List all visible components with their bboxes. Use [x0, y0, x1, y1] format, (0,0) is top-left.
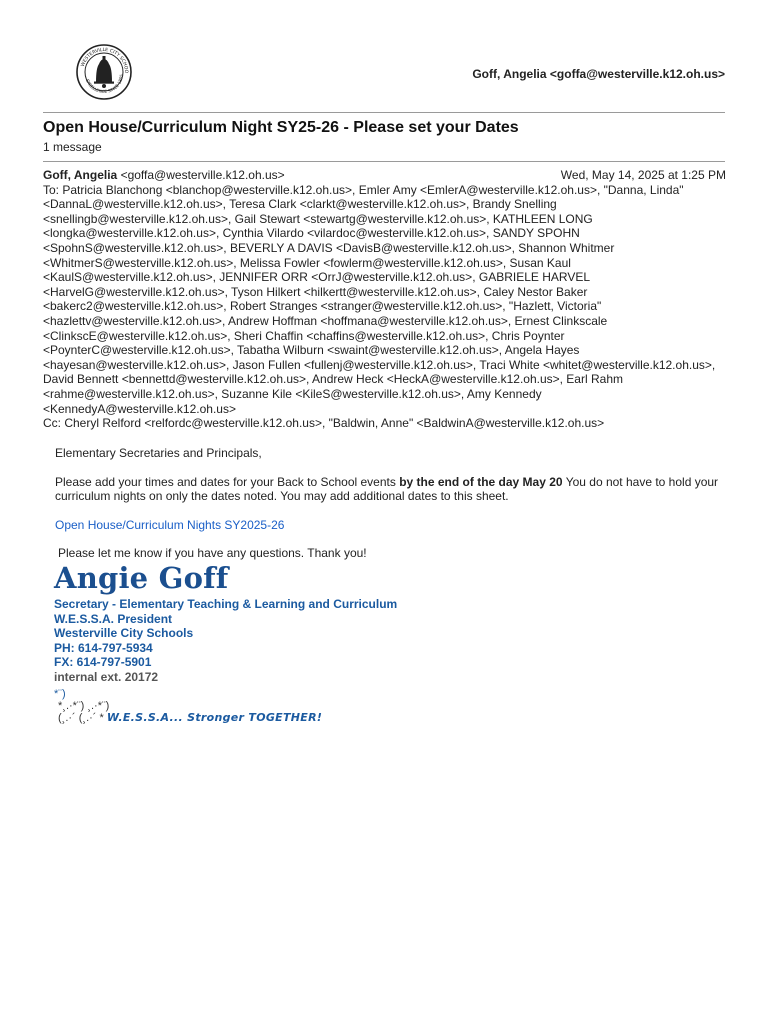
signature-slogan: W.E.S.S.A... Stronger TOGETHER! [106, 710, 323, 724]
sender [43, 168, 285, 183]
signature-role: W.E.S.S.A. President [54, 611, 173, 626]
to-recipients: To: Patricia Blanchong <blanchop@westerville.k12.oh.us>, Emler Amy <EmlerA@westerville.k12.oh.us>, "Danna, Linda" <DannaL@westerville.k12.oh.us>, Teresa Clark <clarkt@westerville.k12.oh.us>, Brandy Snelling <snellingb@westerville.k12.oh.us>, Gail Stewart <stewartg@westerville.k12.oh.us>, KATHLEEN LONG <longka@westerville.k12.oh.us>, Cynthia Vilardo <vilardoc@westerville.k12.oh.us>, SANDY SPOHN <SpohnS@westerville.k12.oh.us>, BEVERLY A DAVIS <DavisB@westerville.k12.oh.us>, Shannon Whitmer <WhitmerS@westerville.k12.oh.us>, Melissa Fowler <fowlerm@westerville.k12.oh.us>, Susan Kaul <KaulS@westerville.k12.oh.us>, JENNIFER ORR <OrrJ@westerville.k12.oh.us>, GABRIELE HARVEL <HarvelG@westerville.k12.oh.us>, Tyson Hilkert <hilkertt@westerville.k12.oh.us>, Caley Nestor Baker <bakerc2@westerville.k12.oh.us>, Robert Stranges <stranger@westerville.k12.oh.us>, "Hazlett, Victoria" <hazlettv@westerville.k12.oh.us>, Andrew Hoffman <hoffmana@westerville.k12.oh.us>, Ernest Clinkscale <ClinkscE@westerville.k12.oh.us>, Sheri Chaffin <chaffins@westerville.k12.oh.us>, Chris Poynter <PoynterC@westerville.k12.oh.us>, Tabatha Wilburn <swaint@westerville.k12.oh.us>, Angela Hayes <hayesan@westerville.k12.oh.us>, Jason Fullen <fullenj@westerville.k12.oh.us>, Traci White <whitet@westerville.k12.oh.us>, David Bennett <bennettd@westerville.k12.oh.us>, Andrew Heck <HeckA@westerville.k12.oh.us>, Earl Rahm <rahme@westerville.k12.oh.us>, Suzanne Kile <KileS@westerville.k12.oh.us>, Amy Kennedy <KennedyA@westerville.k12.oh.us> [43, 182, 716, 416]
message-body [55, 446, 725, 561]
school-bell-seal-icon [76, 44, 132, 100]
signature-fax: FX: 614-797-5901 [54, 655, 152, 670]
sender-name: Goff, Angelia [43, 168, 118, 182]
deadline-text: by the end of the day May 20 [399, 474, 563, 489]
signature-name: Angie Goff [54, 561, 229, 595]
divider [43, 112, 725, 113]
svg-text:WESTERVILLE CITY SCHOOLS: WESTERVILLE CITY SCHOO [80, 47, 129, 74]
ornament-line-1: *¨) [54, 687, 66, 700]
signature-org: Westerville City Schools [54, 626, 194, 641]
closing-text: Please let me know if you have any questions. Thank you! [58, 546, 367, 561]
cc-recipients: Cc: Cheryl Relford <relfordc@westerville.k12.oh.us>, "Baldwin, Anne" <BaldwinA@westerville.k12.oh.us> [43, 416, 605, 431]
thread-subject: Open House/Curriculum Night SY25-26 - Please set your Dates [43, 119, 519, 136]
request-paragraph [55, 475, 725, 504]
ornament-line-2: *¸.·*¨) ¸.·*¨) [58, 699, 110, 712]
message-header [43, 168, 726, 431]
signature-ext: internal ext. 20172 [54, 669, 159, 684]
request-note: You do not have to hold your curriculum nights on only the dates noted. You may add additional dates to this sheet. [55, 474, 719, 504]
signature-phone: PH: 614-797-5934 [54, 640, 153, 655]
request-text: Please add your times and dates for your Back to School events [55, 474, 400, 489]
spreadsheet-link[interactable]: Open House/Curriculum Nights SY2025-26 [55, 517, 285, 532]
message-count: 1 message [43, 140, 102, 154]
from-row [43, 168, 726, 183]
ornament-line-3: (¸.·´ (¸.·´ * [58, 711, 104, 724]
divider [43, 161, 725, 162]
message-date: Wed, May 14, 2025 at 1:25 PM [560, 168, 726, 182]
account-email: Goff, Angelia <goffa@westerville.k12.oh.us> [472, 67, 725, 81]
greeting: Elementary Secretaries and Principals, [55, 446, 262, 460]
sender-email: <goffa@westerville.k12.oh.us> [120, 168, 285, 182]
signature-title: Secretary - Elementary Teaching & Learning and Curriculum [54, 597, 398, 611]
svg-text:EXCELLENCE SINCE 1855: EXCELLENCE SINCE 1855 [84, 74, 125, 95]
email-signature [54, 561, 474, 724]
signature-ornament [54, 688, 474, 724]
